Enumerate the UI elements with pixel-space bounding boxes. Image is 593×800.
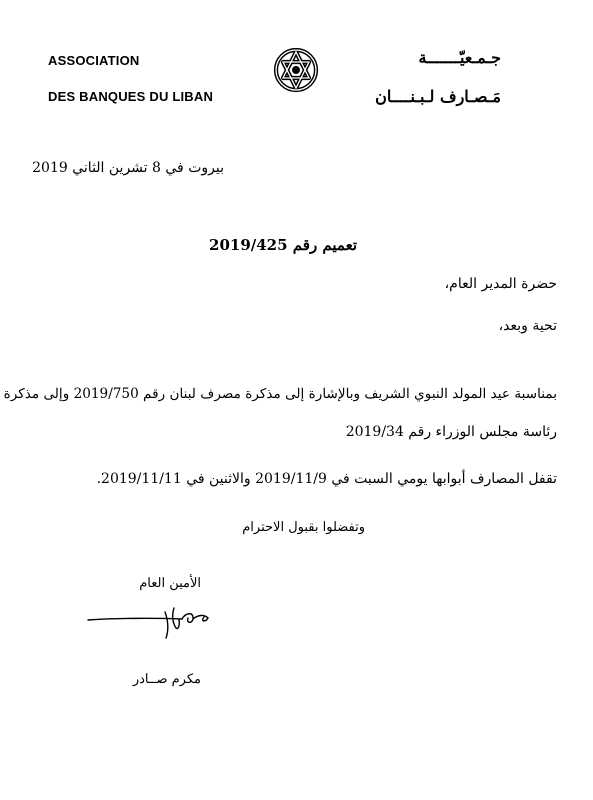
body-paragraph-1-line-1: بمناسبة عيد المولد النبوي الشريف وبالإشارة إلى مذكرة مصرف لبنان رقم 2019/750 وإلى مذكرة	[3, 386, 557, 402]
body-paragraph-1-line-2: رئاسة مجلس الوزراء رقم 2019/34	[345, 424, 557, 440]
association-name-ar-line1: جـمـعيّـــــــة	[418, 48, 501, 67]
association-name-en-line2: DES BANQUES DU LIBAN	[48, 89, 214, 104]
abl-knot-logo-icon	[272, 46, 320, 94]
association-name-en-line1: ASSOCIATION	[48, 53, 140, 68]
letter-date: بيروت في 8 تشرين الثاني 2019	[32, 160, 224, 176]
circular-number: تعميم رقم 2019/425	[209, 236, 357, 254]
association-name-ar-line2: مَـصـارف لـبـنــــان	[375, 87, 501, 106]
addressee: حضرة المدير العام،	[444, 276, 557, 292]
handwritten-signature	[86, 598, 226, 642]
greeting: تحية وبعد،	[498, 318, 557, 334]
signatory-title: الأمين العام	[139, 576, 201, 591]
closing-phrase: وتفضلوا بقبول الاحترام	[242, 520, 365, 535]
body-paragraph-2: تقفل المصارف أبوابها يومي السبت في 2019/11/9 والاثنين في 2019/11/11.	[96, 471, 557, 487]
signatory-name: مكرم صــادر	[132, 672, 201, 687]
